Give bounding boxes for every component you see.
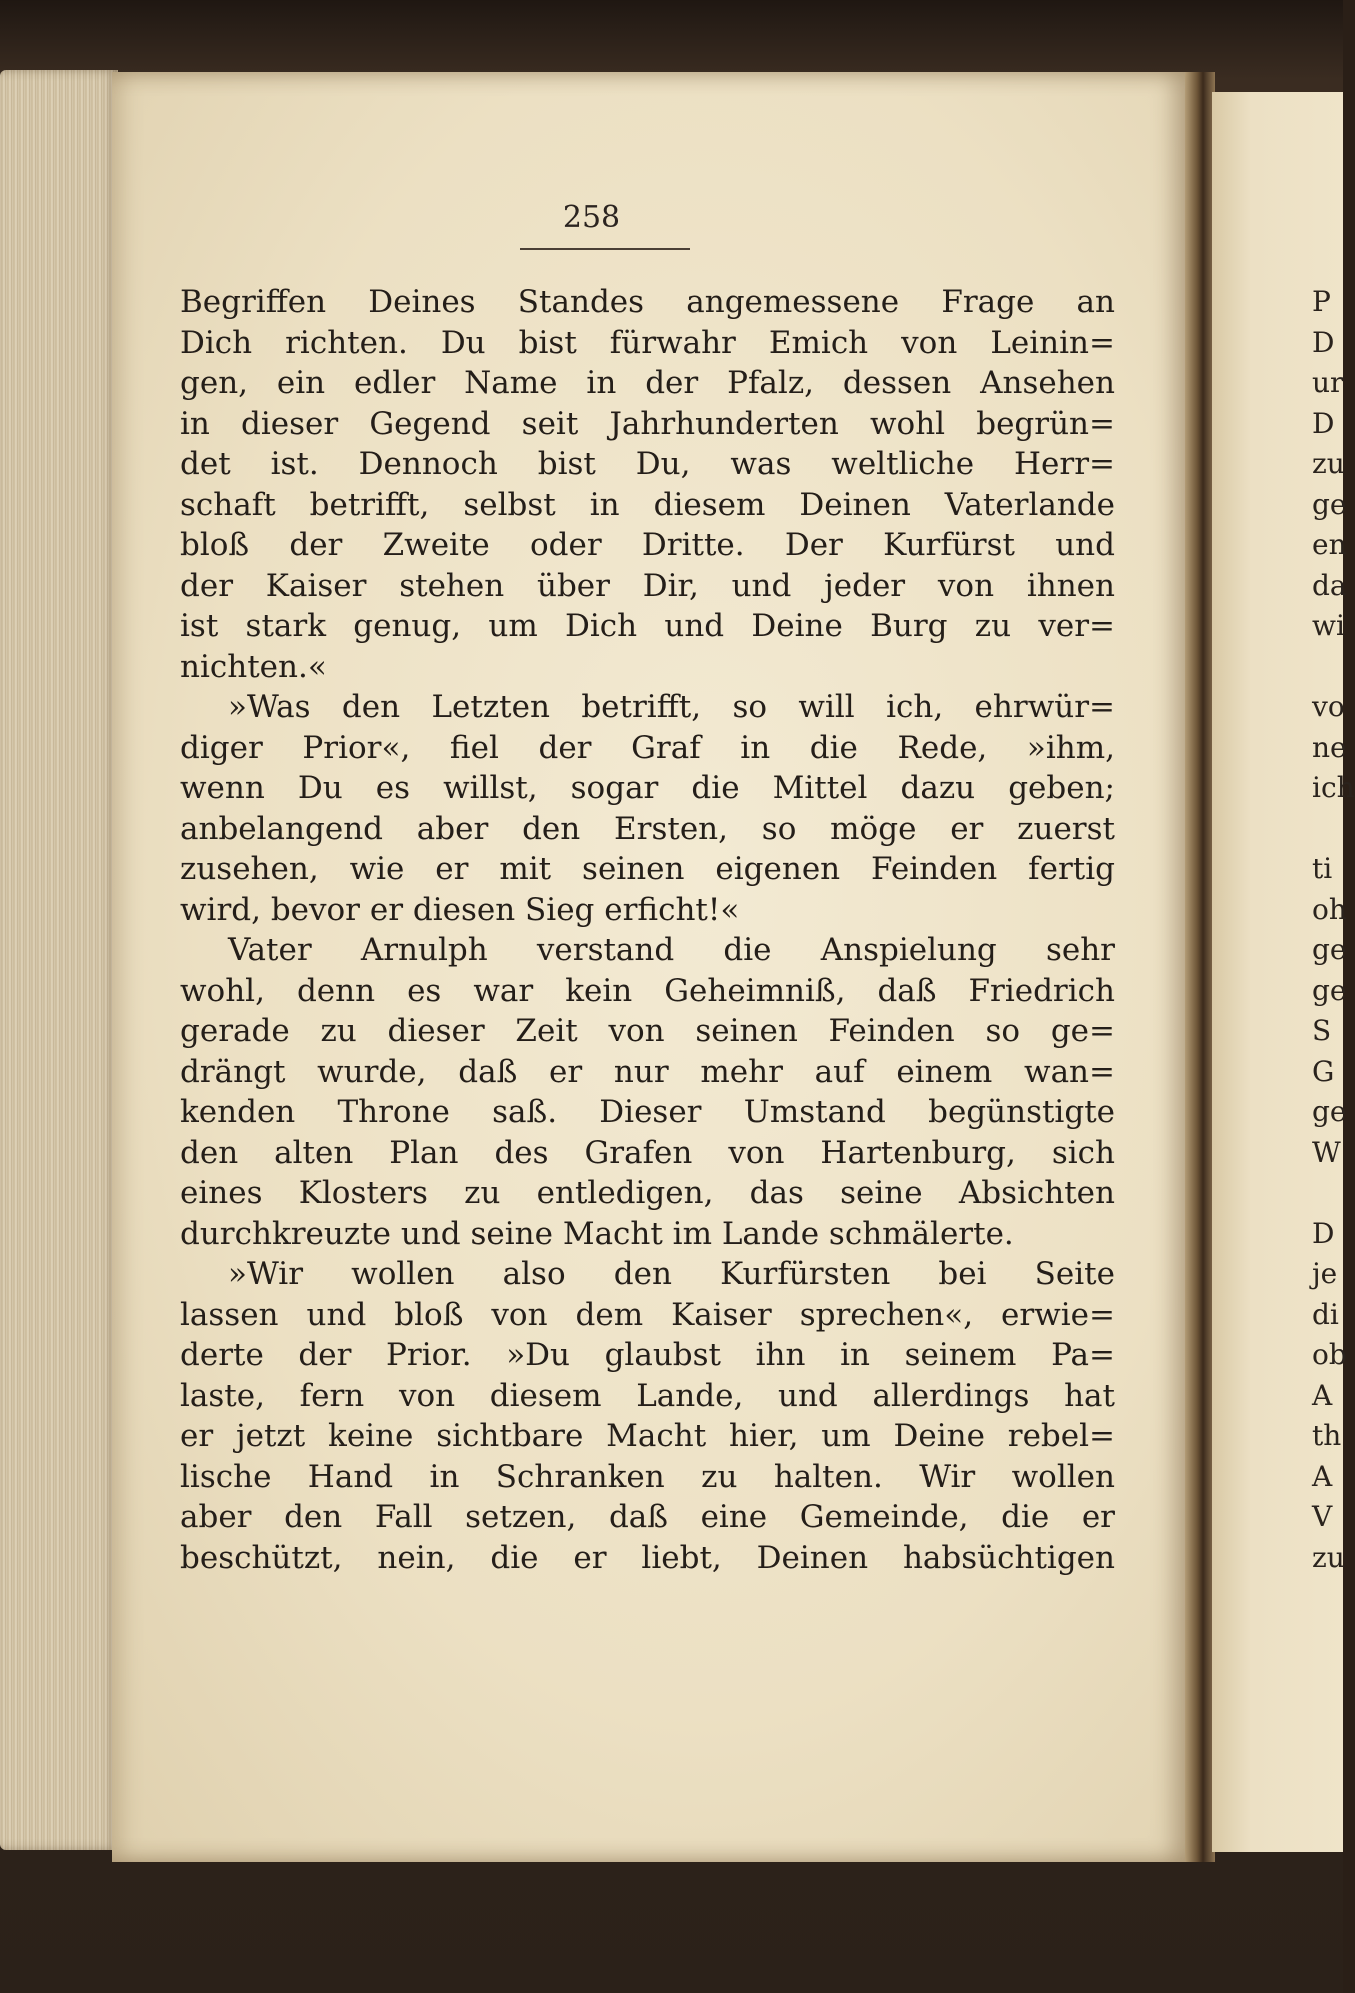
text-line: Vater Arnulph verstand die Anspielung sehr — [228, 932, 1115, 968]
facing-fragment: wi — [1312, 609, 1345, 642]
text-line: Dich richten. Du bist fürwahr Emich von Leinin= — [180, 324, 1115, 361]
facing-fragment: da — [1312, 568, 1347, 602]
text-line: lische Hand in Schranken zu halten. Wir wollen — [180, 1458, 1115, 1495]
facing-fragment: ge — [1312, 487, 1347, 521]
facing-fragment: A — [1312, 1378, 1333, 1412]
facing-fragment: ti — [1312, 852, 1333, 885]
text-line: det ist. Dennoch bist Du, was weltliche Herr= — [180, 446, 1115, 482]
text-line: diger Prior«, fiel der Graf in die Rede, »ihm, — [180, 729, 1115, 766]
header-rule — [520, 248, 690, 250]
facing-fragment — [1312, 1173, 1343, 1214]
facing-fragment: th — [1312, 1419, 1342, 1452]
text-line: »Was den Letzten betrifft, so will ich, ehrwür= — [228, 689, 1115, 725]
page-edges — [0, 70, 118, 1850]
facing-fragment: A — [1312, 1459, 1333, 1493]
text-line: bloß der Zweite oder Dritte. Der Kurfürst und — [180, 527, 1115, 563]
facing-fragment: ne — [1312, 730, 1347, 764]
book-gutter — [1185, 72, 1215, 1862]
text-line: laste, fern von diesem Lande, und allerdings hat — [180, 1377, 1115, 1414]
facing-fragment: P — [1312, 285, 1331, 318]
body-text — [180, 282, 1115, 1578]
facing-fragment: ge — [1312, 973, 1347, 1007]
facing-fragment: S — [1312, 1014, 1332, 1047]
facing-fragment: je — [1312, 1257, 1338, 1290]
facing-fragment: ge — [1312, 933, 1347, 966]
facing-fragment: V — [1312, 1500, 1333, 1533]
facing-fragment: vo — [1312, 690, 1345, 723]
text-line: ist stark genug, um Dich und Deine Burg zu ver= — [180, 608, 1115, 644]
text-line: aber den Fall setzen, daß eine Gemeinde, die er — [180, 1499, 1115, 1535]
text-line: gen, ein edler Name in der Pfalz, dessen Ansehen — [180, 365, 1115, 401]
facing-fragment: ich — [1312, 771, 1355, 804]
facing-page-text — [1312, 282, 1355, 1578]
facing-fragment: ur — [1312, 366, 1344, 399]
text-line: zusehen, wie er mit seinen eigenen Feinden fertig — [180, 851, 1115, 887]
facing-fragment: en — [1312, 528, 1347, 561]
facing-fragment — [1312, 647, 1343, 688]
facing-fragment: di — [1312, 1297, 1339, 1331]
facing-fragment: ob — [1312, 1338, 1347, 1371]
page-number — [0, 200, 1343, 235]
text-line: Begriffen Deines Standes angemessene Frage an — [180, 284, 1115, 320]
text-line: derte der Prior. »Du glaubst ihn in seinem Pa= — [180, 1337, 1115, 1373]
facing-fragment: D — [1312, 406, 1335, 440]
text-line: wohl, denn es war kein Geheimniß, daß Friedrich — [180, 972, 1115, 1009]
facing-fragment: zu — [1312, 1540, 1345, 1574]
text-line: wird, bevor er diesen Sieg erficht!« — [180, 891, 740, 928]
text-line: den alten Plan des Grafen von Hartenburg, sich — [180, 1134, 1115, 1171]
facing-fragment: D — [1312, 1216, 1335, 1250]
facing-fragment: G — [1312, 1054, 1335, 1088]
text-line: schaft betrifft, selbst in diesem Deinen Vaterlande — [180, 486, 1115, 523]
text-line: durchkreuzte und seine Macht im Lande schmälerte. — [180, 1215, 1014, 1252]
text-line: anbelangend aber den Ersten, so möge er zuerst — [180, 810, 1115, 847]
text-line: lassen und bloß von dem Kaiser sprechen«, erwie= — [180, 1296, 1115, 1333]
text-line: der Kaiser stehen über Dir, und jeder von ihnen — [180, 567, 1115, 604]
text-line: gerade zu dieser Zeit von seinen Feinden so ge= — [180, 1013, 1115, 1049]
page-number-text: 258 — [562, 200, 621, 235]
facing-fragment: W — [1312, 1135, 1341, 1169]
facing-fragment: zu — [1312, 447, 1345, 480]
text-line: kenden Throne saß. Dieser Umstand begünstigte — [180, 1094, 1115, 1130]
facing-fragment: oh — [1312, 892, 1347, 926]
text-line: beschützt, nein, die er liebt, Deinen habsüchtigen — [180, 1539, 1115, 1576]
text-line: eines Klosters zu entledigen, das seine Absichten — [180, 1175, 1115, 1211]
facing-fragment: D — [1312, 325, 1335, 359]
text-line: in dieser Gegend seit Jahrhunderten wohl begrün= — [180, 405, 1115, 442]
text-line: nichten.« — [180, 648, 327, 685]
text-line: drängt wurde, daß er nur mehr auf einem wan= — [180, 1053, 1115, 1090]
facing-fragment: ge — [1312, 1095, 1347, 1128]
facing-fragment — [1312, 809, 1343, 850]
text-line: er jetzt keine sichtbare Macht hier, um Deine rebel= — [180, 1418, 1115, 1454]
text-line: »Wir wollen also den Kurfürsten bei Seite — [228, 1256, 1115, 1292]
text-line: wenn Du es willst, sogar die Mittel dazu geben; — [180, 770, 1115, 806]
